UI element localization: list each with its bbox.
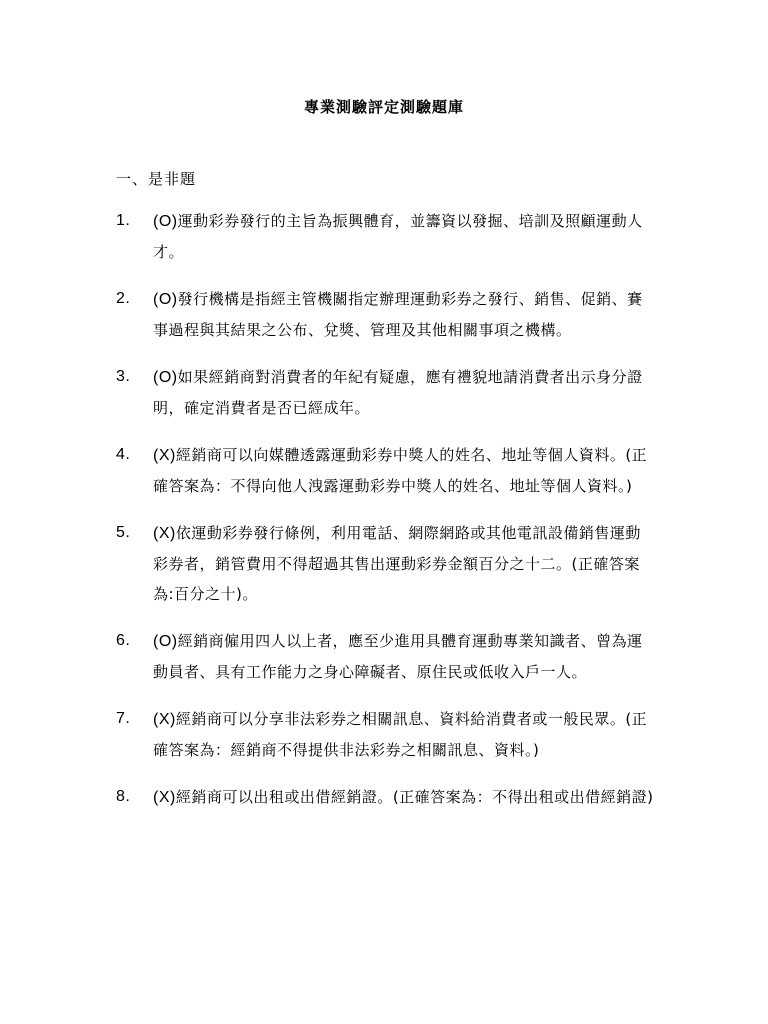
question-text: 如果經銷商對消費者的年紀有疑慮，應有禮貌地請消費者出示身分證明，確定消費者是否已經成年。 xyxy=(153,368,643,417)
question-text: 發行機構是指經主管機關指定辦理運動彩券之發行、銷售、促銷、賽事過程與其結果之公布、兌獎、管理及其他相關事項之機構。 xyxy=(153,290,643,339)
answer-mark: (X) xyxy=(153,789,176,806)
question-number: 1. xyxy=(116,212,131,229)
question-item xyxy=(116,362,656,423)
answer-mark: (O) xyxy=(153,369,178,386)
answer-mark: (X) xyxy=(153,525,176,542)
question-text: 經銷商可以出租或出借經銷證。(正確答案為：不得出租或出借經銷證) xyxy=(175,788,654,806)
question-text: 經銷商可以分享非法彩券之相關訊息、資料給消費者或一般民眾。(正確答案為：經銷商不得提供非法彩券之相關訊息、資料。) xyxy=(153,710,648,759)
question-number: 7. xyxy=(116,710,131,727)
answer-mark: (O) xyxy=(153,213,178,230)
question-item xyxy=(116,518,656,609)
question-number: 4. xyxy=(116,446,131,463)
question-text: 經銷商僱用四人以上者，應至少進用具體育運動專業知識者、曾為運動員者、具有工作能力之身心障礙者、原住民或低收入戶一人。 xyxy=(153,632,643,681)
question-item xyxy=(116,284,656,345)
question-number: 8. xyxy=(116,788,131,805)
question-number: 6. xyxy=(116,632,131,649)
question-text: 依運動彩券發行條例，利用電話、網際網路或其他電訊設備銷售運動彩券者，銷管費用不得超過其售出運動彩券金額百分之十二。(正確答案為:百分之十)。 xyxy=(153,524,641,603)
question-text: 經銷商可以向媒體透露運動彩券中獎人的姓名、地址等個人資料。(正確答案為：不得向他人洩露運動彩券中獎人的姓名、地址等個人資料。) xyxy=(153,446,648,495)
question-item xyxy=(116,626,656,687)
question-item xyxy=(116,782,656,813)
question-number: 5. xyxy=(116,524,131,541)
question-number: 2. xyxy=(116,290,131,307)
answer-mark: (X) xyxy=(153,711,176,728)
answer-mark: (O) xyxy=(153,633,178,650)
document-title: 專業測驗評定測驗題庫 xyxy=(303,98,464,116)
question-item xyxy=(116,440,656,501)
question-list xyxy=(116,206,656,830)
section-heading: 一、是非題 xyxy=(116,170,197,188)
question-text: 運動彩券發行的主旨為振興體育，並籌資以發掘、培訓及照顧運動人才。 xyxy=(153,212,643,261)
answer-mark: (X) xyxy=(153,447,176,464)
question-item xyxy=(116,704,656,765)
question-number: 3. xyxy=(116,368,131,385)
answer-mark: (O) xyxy=(153,291,178,308)
question-item xyxy=(116,206,656,267)
